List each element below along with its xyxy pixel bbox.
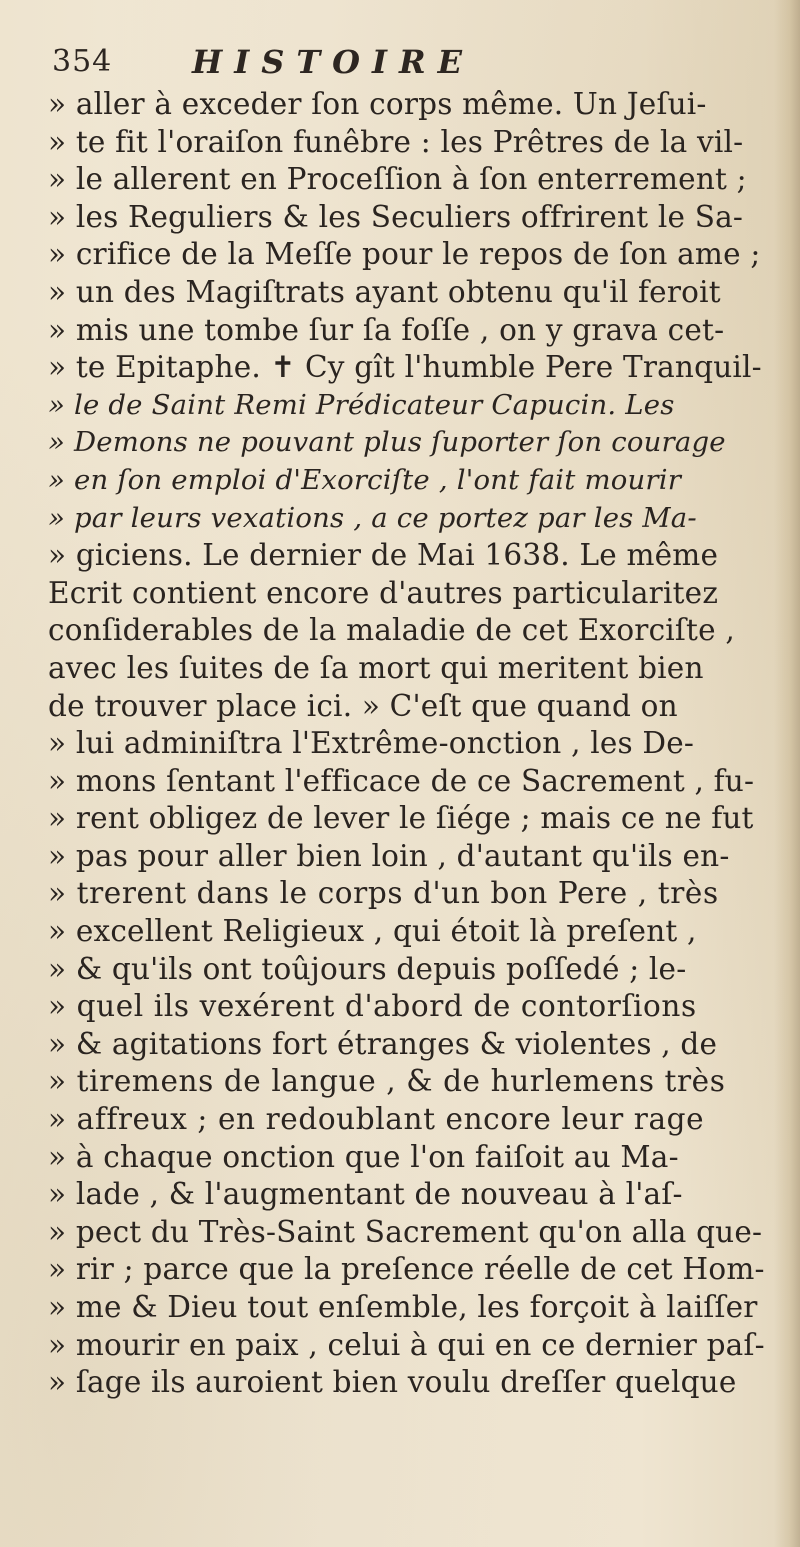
epitaph-line: » le de Saint Remi Prédicateur Capucin. Les [48,388,675,421]
page-number: 354 [52,44,113,79]
text-line: » & qu'ils ont toûjours depuis poſſedé ; le- [48,951,687,986]
text-line: conſiderables de la maladie de cet Exorciſte , [48,613,735,648]
text-line: » pect du Très-Saint Sacrement qu'on alla que- [48,1214,763,1249]
text-line: » lui adminiſtra l'Extrême-onction , les De- [48,726,695,761]
text-line: » mourir en paix , celui à qui en ce dernier paſ- [48,1327,765,1362]
text-line: » mons ſentant l'efficace de ce Sacrement , fu- [48,763,755,798]
text-line: » quel ils vexérent d'abord de contorſions [48,989,697,1024]
text-line: » tiremens de langue , & de hurlemens très [48,1064,726,1099]
page-header [52,42,752,82]
text-line: avec les ſuites de ſa mort qui meritent bien [48,650,704,685]
text-line: » te fit l'oraiſon funêbre : les Prêtres de la vil- [48,124,744,159]
text-line: » me & Dieu tout enſemble, les forçoit à laiſſer [48,1290,758,1324]
text-line: » affreux ; en redoublant encore leur rage [48,1102,705,1137]
text-line: » trerent dans le corps d'un bon Pere , très [48,876,719,911]
epitaph-line: » Demons ne pouvant plus ſuporter ſon courage [48,426,726,459]
epitaph-line: » en ſon emploi d'Exorciſte , l'ont fait mourir [48,463,682,496]
text-line: » ſage ils auroient bien voulu dreſſer quelque [48,1365,737,1400]
running-head: HISTOIRE [192,43,474,81]
body-text [48,86,778,1402]
text-line: » aller à exceder ſon corps même. Un Jeſui- [48,87,707,121]
text-line: » pas pour aller bien loin , d'autant qu'ils en- [48,838,730,873]
text-line: » giciens. Le dernier de Mai 1638. Le même [48,538,719,573]
text-line: » le allerent en Proceſſion à ſon enterrement ; [48,162,747,197]
text-line: » rir ; parce que la preſence réelle de cet Hom- [48,1252,765,1287]
epitaph-line: » par leurs vexations , a ce portez par les Ma- [48,501,697,534]
text-line: » les Reguliers & les Seculiers offrirent le Sa- [48,199,744,234]
text-line: » excellent Religieux , qui étoit là preſent , [48,914,697,949]
text-line: » à chaque onction que l'on faiſoit au Ma- [48,1139,679,1174]
text-line: » lade , & l'augmentant de nouveau à l'aſ- [48,1177,683,1212]
text-line: » & agitations fort étranges & violentes , de [48,1026,718,1061]
text-line: Ecrit contient encore d'autres particularitez [48,575,719,610]
text-line: » mis une tombe ſur ſa foſſe , on y grava cet- [48,312,725,347]
text-line: de trouver place ici. » C'eſt que quand on [48,688,678,723]
text-line: » te Epitaphe. ✝ Cy gît l'humble Pere Tranquil- [48,350,762,385]
text-line: » crifice de la Meſſe pour le repos de ſon ame ; [48,237,761,272]
text-line: » rent obligez de lever le ſiége ; mais ce ne fut [48,801,754,836]
text-line: » un des Magiſtrats ayant obtenu qu'il feroit [48,274,721,309]
